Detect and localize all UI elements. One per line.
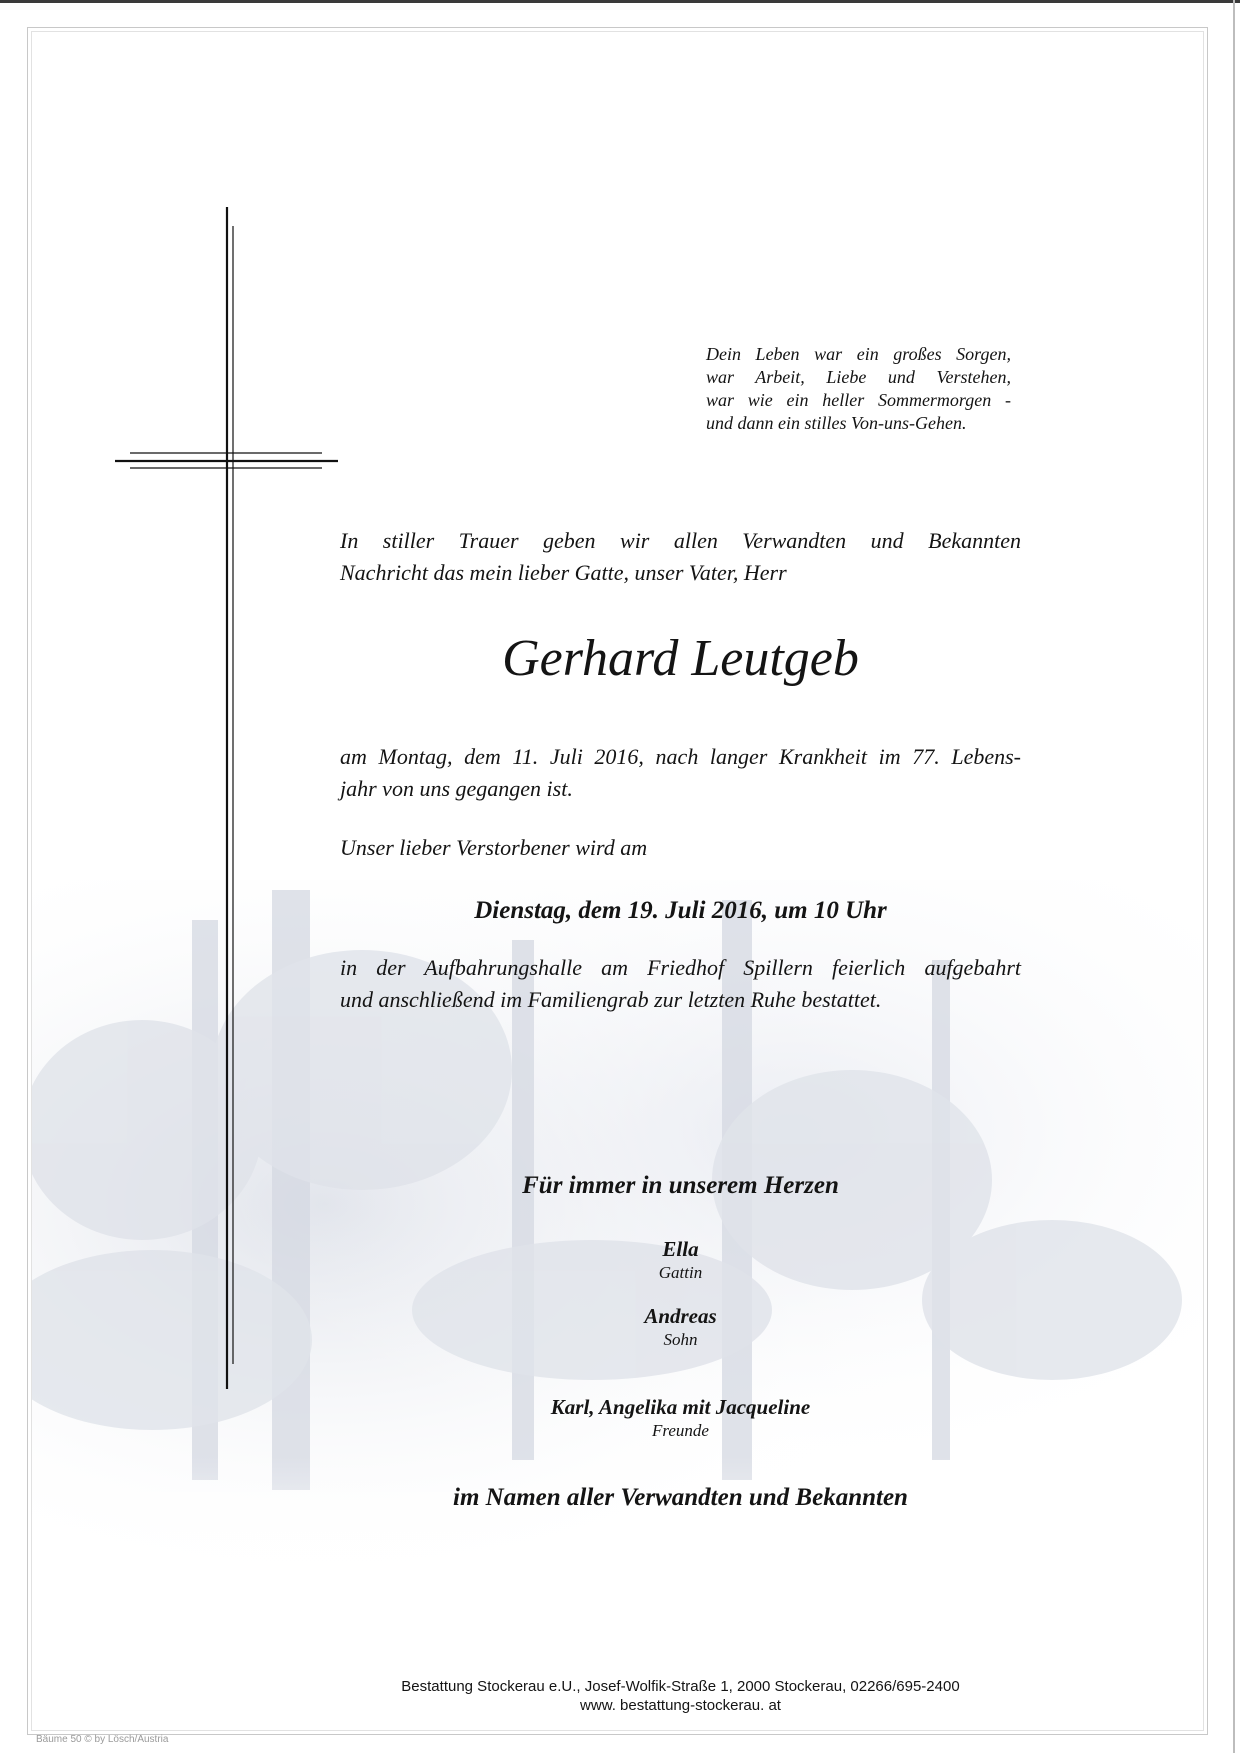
poem-line: Dein Leben war ein großes Sorgen, (706, 344, 1011, 364)
funeral-home-website: www. bestattung-stockerau. at (580, 1697, 781, 1714)
death-notice-line: jahr von uns gegangen ist. (340, 776, 573, 801)
mourner-entry (340, 1236, 1021, 1284)
funeral-details-line: in der Aufbahrungshalle am Friedhof Spillern feierlich aufgebahrt (340, 955, 1021, 980)
mourner-entry (340, 1394, 1021, 1442)
mourner-role: Gattin (658, 1263, 703, 1282)
funeral-home-address: Bestattung Stockerau e.U., Josef-Wolfik-Straße 1, 2000 Stockerau, 02266/695-2400 (401, 1678, 960, 1695)
memorial-line: Für immer in unserem Herzen (522, 1172, 839, 1199)
mourner-entry (340, 1303, 1021, 1351)
poem-line: und dann ein stilles Von-uns-Gehen. (706, 413, 967, 433)
poem-line: war Arbeit, Liebe und Verstehen, (706, 367, 1011, 387)
announcement-line: Nachricht das mein lieber Gatte, unser Vater, Herr (340, 560, 787, 585)
announcement-line: In stiller Trauer geben wir allen Verwandten und Bekannten (340, 528, 1021, 553)
funeral-date: Dienstag, dem 19. Juli 2016, um 10 Uhr (474, 897, 887, 924)
death-notice-paragraph (340, 741, 1021, 805)
mourner-name: Andreas (644, 1304, 717, 1328)
funeral-home-footer (340, 1677, 1021, 1715)
funeral-intro (340, 832, 1021, 864)
funeral-intro-line: Unser lieber Verstorbener wird am (340, 835, 648, 860)
deceased-name: Gerhard Leutgeb (502, 630, 859, 687)
mourner-role: Sohn (663, 1330, 698, 1349)
announcement-paragraph (340, 525, 1021, 589)
mourner-role: Freunde (652, 1421, 709, 1440)
poem-line: war wie ein heller Sommermorgen - (706, 390, 1011, 410)
mourner-name: Karl, Angelika mit Jacqueline (550, 1395, 811, 1419)
memorial-poem (706, 343, 1011, 435)
death-notice-line: am Montag, dem 11. Juli 2016, nach langer Krankheit im 77. Lebens- (340, 744, 1021, 769)
mourner-name: Ella (662, 1237, 699, 1261)
right-scan-edge (1233, 0, 1235, 1753)
funeral-details-line: und anschließend im Familiengrab zur letzten Ruhe bestattet. (340, 987, 882, 1012)
closing-line: im Namen aller Verwandten und Bekannten (453, 1484, 908, 1511)
image-credit: Bäume 50 © by Lösch/Austria (36, 1734, 169, 1745)
top-scan-edge (0, 0, 1240, 3)
funeral-details-paragraph (340, 952, 1021, 1016)
